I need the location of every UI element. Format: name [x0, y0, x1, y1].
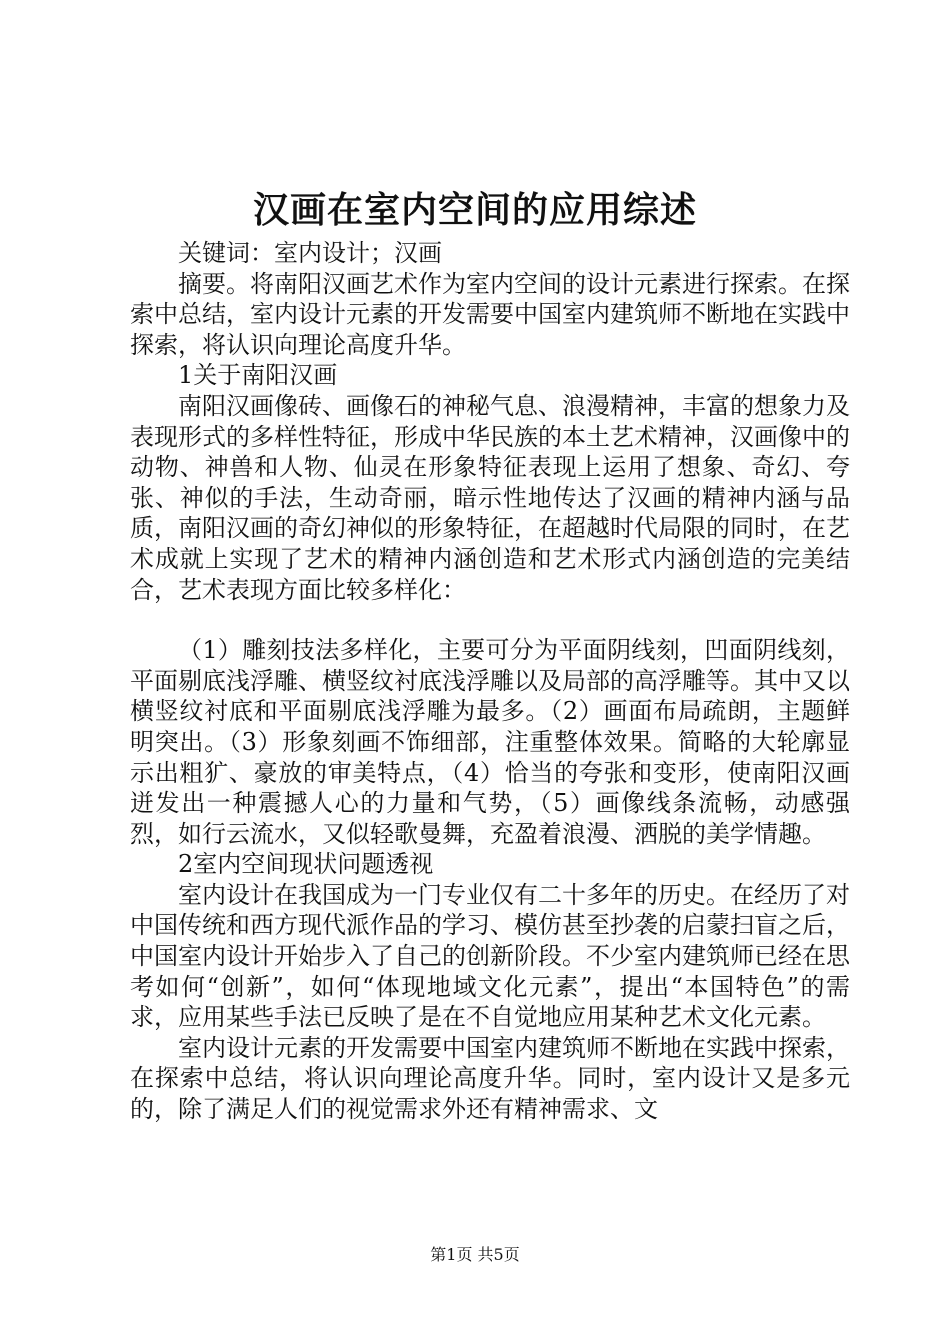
keywords-line: 关键词：室内设计；汉画 — [178, 239, 442, 267]
body-paragraph: 南阳汉画像砖、画像石的神秘气息、浪漫精神，丰富的想象力及表现形式的多样性特征，形成中华民族的本土艺术精神，汉画像中的动物、神兽和人物、仙灵在形象特征表现上运用了想象、奇幻、夸张、神似的手法，生动奇丽，暗示性地传达了汉画的精神内涵与品质，南阳汉画的奇幻神似的形象特征，在超越时代局限的同时，在艺术成就上实现了艺术的精神内涵创造和艺术形式内涵创造的完美结合，艺术表现方面比较多样化： — [130, 391, 850, 604]
body-paragraph: 室内设计元素的开发需要中国室内建筑师不断地在实践中探索，在探索中总结，将认识向理论高度升华。同时，室内设计又是多元的，除了满足人们的视觉需求外还有精神需求、文 — [130, 1033, 850, 1124]
document-body — [130, 238, 850, 1125]
document-title: 汉画在室内空间的应用综述 — [252, 189, 697, 231]
section-heading-2: 2室内空间现状问题透视 — [178, 850, 434, 879]
body-paragraph: 室内设计在我国成为一门专业仅有二十多年的历史。在经历了对中国传统和西方现代派作品的学习、模仿甚至抄袭的启蒙扫盲之后，中国室内设计开始步入了自己的创新阶段。不少室内建筑师已经在思考如何“创新”，如何“体现地域文化元素”，提出“本国特色”的需求，应用某些手法已反映了是在不自觉地应用某种艺术文化元素。 — [130, 880, 850, 1032]
abstract-paragraph: 摘要。将南阳汉画艺术作为室内空间的设计元素进行探索。在探索中总结，室内设计元素的开发需要中国室内建筑师不断地在实践中探索，将认识向理论高度升华。 — [130, 269, 850, 359]
section-heading-1: 1关于南阳汉画 — [178, 361, 338, 390]
body-paragraph: （1）雕刻技法多样化，主要可分为平面阴线刻，凹面阴线刻，平面剔底浅浮雕、横竖纹衬底浅浮雕以及局部的高浮雕等。其中又以横竖纹衬底和平面剔底浅浮雕为最多。（2）画面布局疏朗，主题鲜明突出。（3）形象刻画不饰细部，注重整体效果。简略的大轮廓显示出粗犷、豪放的审美特点，（4）恰当的夸张和变形，使南阳汉画迸发出一种震撼人心的力量和气势，（5）画像线条流畅，动感强烈，如行云流水，又似轻歌曼舞，充盈着浪漫、洒脱的美学情趣。 — [130, 636, 850, 848]
page-footer: 第1页 共5页 — [430, 1245, 520, 1264]
